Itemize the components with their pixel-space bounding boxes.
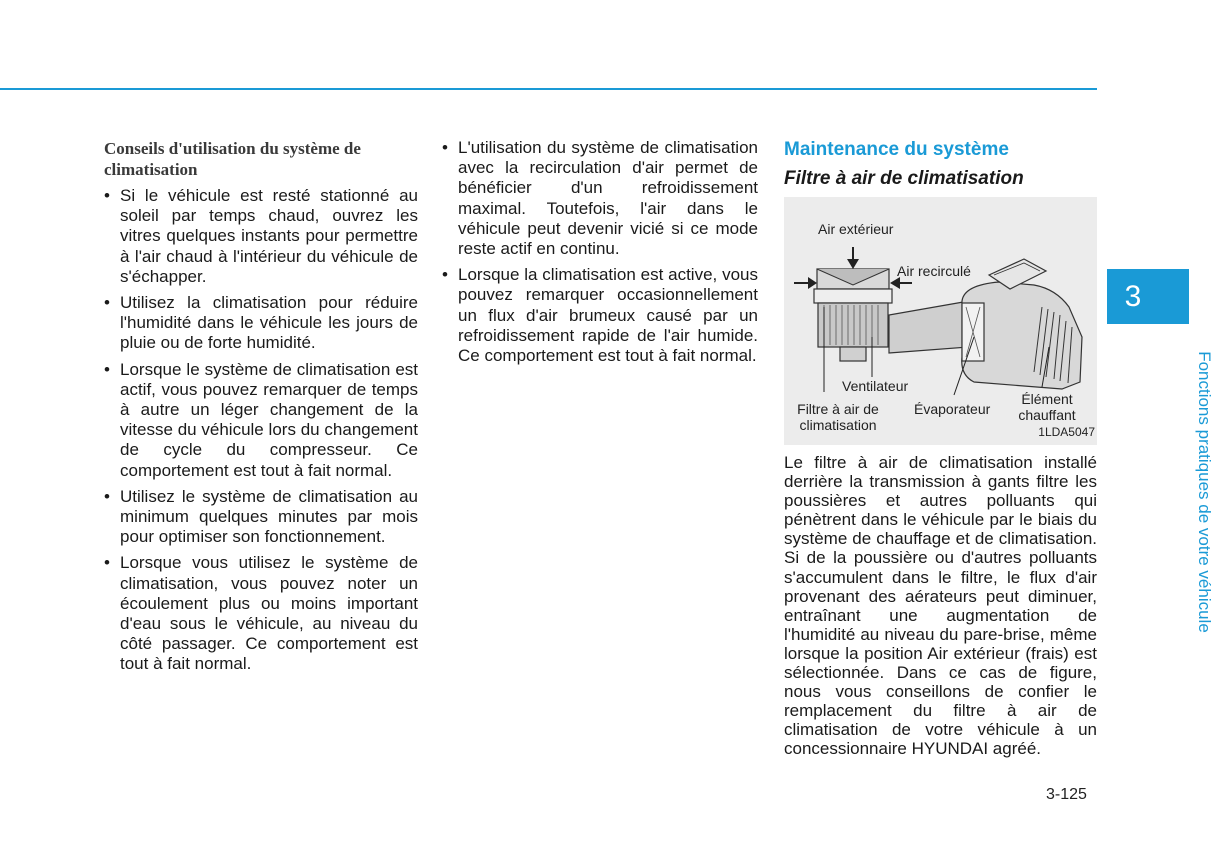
bullet-icon: • [442,138,448,157]
list-item [104,186,418,287]
label-filter: Filtre à air de climatisation [797,401,879,433]
label-evaporator: Évaporateur [914,401,991,417]
filter-paragraph: Le filtre à air de climatisation installé derrière la transmission à gants filtre les poussières et autres polluants qui pénètrent dans le véhicule par le biais du système de chauffage et de climatisation. Si de la poussière ou d'autres polluants s'accumulent dans le filtre, le flux d'air provenant des aérateurs peut diminuer, entraînant une augmentation de l'humidité au niveau du pare-brise, même lorsque la position Air extérieur (frais) est sélectionnée. Dans ce cas de figure, nous vous conseillons de confier le remplacement du filtre à air de climatisation de votre véhicule à un concessionnaire HYUNDAI agréé. [784,453,1097,759]
label-blower: Ventilateur [842,378,909,394]
list-item [442,265,758,366]
tips-list [104,186,418,675]
chapter-number-tab: 3 [1107,269,1189,324]
chapter-title: Fonctions pratiques de votre véhicule [1195,351,1214,633]
figure-code: 1LDA5047 [1038,425,1095,439]
column-middle [442,138,758,372]
label-heater: Élément chauffant [1018,391,1076,423]
tips-list-continued [442,138,758,366]
list-item-text: L'utilisation du système de climatisation avec la recirculation d'air permet de bénéficier d'un refroidissement maximal. Toutefois, l'air dans le véhicule peut devenir vicié si ce mode reste actif en continu. [458,138,758,259]
list-item [104,293,418,354]
bullet-icon: • [104,359,110,379]
section-title: Maintenance du système [784,139,1009,160]
bullet-icon: • [442,265,448,285]
list-item [104,553,418,674]
list-item-text: Lorsque la climatisation est active, vous pouvez remarquer occasionnellement un flux d'air brumeux causé par un refroidissement rapide de l'air humide. Ce comportement est tout à fait normal. [458,265,758,366]
bullet-icon: • [104,186,110,205]
list-item [442,138,758,259]
tips-heading: Conseils d'utilisation du système de climatisation [104,139,361,179]
label-recirc-air: Air recirculé [897,263,971,279]
label-outside-air: Air extérieur [818,221,894,237]
list-item-text: Lorsque vous utilisez le système de climatisation, vous pouvez noter un écoulement plus ou moins important d'eau sous le véhicule, au niveau du côté passager. Ce comportement est tout à fait normal. [120,553,418,674]
subsection-title: Filtre à air de climatisation [784,168,1024,189]
bullet-icon: • [104,293,110,313]
header-rule [0,88,1097,90]
column-right [784,138,1097,759]
list-item-text: Utilisez la climatisation pour réduire l'humidité dans le véhicule les jours de pluie ou de forte humidité. [120,293,418,353]
column-left [104,138,418,681]
list-item [104,360,418,481]
bullet-icon: • [104,553,110,573]
filter-diagram [784,197,1097,445]
list-item-text: Utilisez le système de climatisation au minimum quelques minutes par mois pour optimiser son fonctionnement. [120,486,418,547]
list-item-text: Si le véhicule est resté stationné au soleil par temps chaud, ouvrez les vitres quelques instants pour permettre à l'air chaud à l'intérieur du véhicule de s'échapper. [120,186,418,286]
page-number: 3-125 [1046,786,1087,803]
list-item-text: Lorsque le système de climatisation est actif, vous pouvez remarquer de temps à autre un léger changement de la vitesse du véhicule lors du changement de cycle du compresseur. Ce comportement est tout à fait normal. [120,359,418,480]
bullet-icon: • [104,486,110,506]
list-item [104,487,418,548]
